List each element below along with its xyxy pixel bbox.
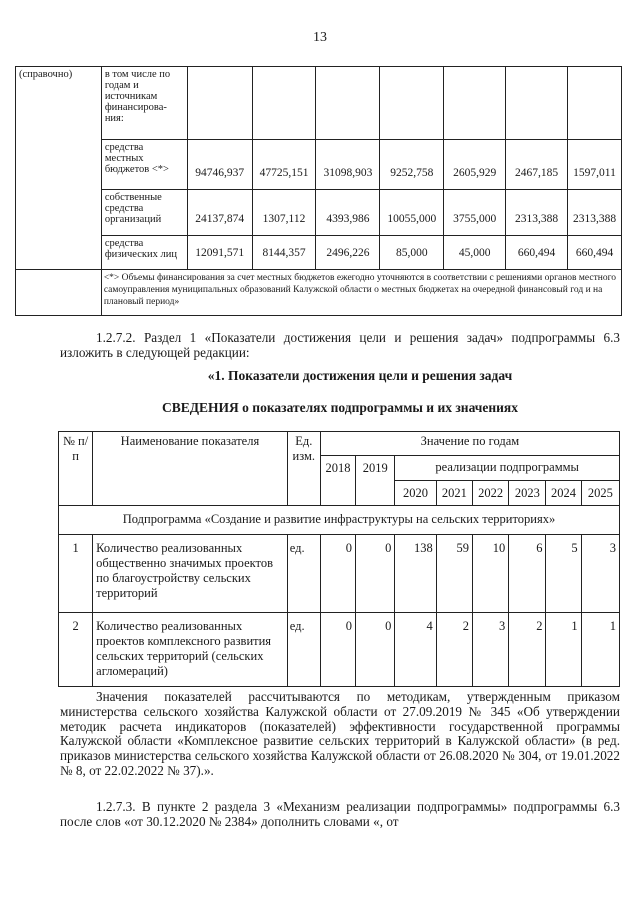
finance-cell: 45,000 — [444, 236, 506, 270]
finance-cell: 4393,986 — [316, 190, 380, 236]
finance-cell — [380, 67, 444, 140]
finance-row-label: собственные средства организаций — [101, 190, 187, 236]
finance-cell: 3755,000 — [444, 190, 506, 236]
row-num: 2 — [59, 613, 93, 687]
finance-cell: 31098,903 — [316, 140, 380, 190]
finance-row — [16, 67, 622, 140]
finance-cell — [252, 67, 316, 140]
finance-row-label: средства местных бюджетов <*> — [101, 140, 187, 190]
header-row — [59, 432, 620, 456]
row-value: 10 — [472, 535, 508, 613]
year-2025-header: 2025 — [581, 481, 619, 506]
row-unit: ед. — [287, 535, 320, 613]
col-unit-header: Ед. изм. — [287, 432, 320, 506]
table-row — [59, 613, 620, 687]
row-value: 3 — [581, 535, 619, 613]
subprogram-row — [59, 506, 620, 535]
row-value: 138 — [395, 535, 436, 613]
finance-footnote: <*> Объемы финансирования за счет местных бюджетов ежегодно уточняются в соответствии с решениями органов местного самоуправления муниципальных образований Калужской области о местных бюджетах на очередной финансовый год и на плановый период» — [101, 270, 621, 316]
finance-row-label: в том числе по годам и источникам финансирова-ния: — [101, 67, 187, 140]
row-value: 3 — [472, 613, 508, 687]
row-value: 2 — [509, 613, 546, 687]
finance-cell: 2605,929 — [444, 140, 506, 190]
finance-cell — [316, 67, 380, 140]
finance-empty-cell — [16, 270, 102, 316]
finance-cell: 12091,571 — [187, 236, 252, 270]
row-value: 0 — [320, 613, 355, 687]
paragraph-1: 1.2.7.2. Раздел 1 «Показатели достижения цели и решения задач» подпрограммы 6.3 изложить в следующей редакции: — [60, 330, 620, 360]
finance-cell: 47725,151 — [252, 140, 316, 190]
year-2019-header: 2019 — [356, 456, 395, 506]
table-caption: СВЕДЕНИЯ о показателях подпрограммы и их значениях — [162, 400, 518, 415]
values-by-year-header: Значение по годам — [320, 432, 619, 456]
row-num: 1 — [59, 535, 93, 613]
finance-cell — [187, 67, 252, 140]
finance-cell — [568, 67, 622, 140]
finance-row — [16, 236, 622, 270]
finance-cell: 2313,388 — [568, 190, 622, 236]
indicators-table — [58, 431, 620, 687]
section-title: «1. Показатели достижения цели и решения задач — [207, 368, 513, 383]
row-value: 59 — [436, 535, 472, 613]
row-value: 0 — [356, 535, 395, 613]
row-value: 5 — [546, 535, 581, 613]
finance-row — [16, 190, 622, 236]
year-2023-header: 2023 — [509, 481, 546, 506]
finance-cell: 1597,011 — [568, 140, 622, 190]
table-row — [59, 535, 620, 613]
finance-cell: 85,000 — [380, 236, 444, 270]
paragraph-3: 1.2.7.3. В пункте 2 раздела 3 «Механизм реализации подпрограммы» подпрограммы 6.3 после слов «от 30.12.2020 № 2384» дополнить словами «, от — [60, 799, 620, 829]
finance-footnote-row — [16, 270, 622, 316]
finance-cell: 660,494 — [568, 236, 622, 270]
finance-table — [15, 66, 622, 316]
row-unit: ед. — [287, 613, 320, 687]
finance-cell: 10055,000 — [380, 190, 444, 236]
finance-cell: 8144,357 — [252, 236, 316, 270]
row-value: 2 — [436, 613, 472, 687]
row-value: 1 — [546, 613, 581, 687]
row-value: 6 — [509, 535, 546, 613]
finance-cell: 660,494 — [506, 236, 568, 270]
row-name: Количество реализованных проектов комплексного развития сельских территорий (сельских агломераций) — [93, 613, 288, 687]
finance-col-a: (справочно) — [16, 67, 102, 270]
row-value: 0 — [356, 613, 395, 687]
subprogram-title: Подпрограмма «Создание и развитие инфраструктуры на сельских территориях» — [59, 506, 620, 535]
realization-header: реализации подпрограммы — [395, 456, 620, 481]
finance-cell: 2467,185 — [506, 140, 568, 190]
year-2022-header: 2022 — [472, 481, 508, 506]
paragraph-2: Значения показателей рассчитываются по методикам, утвержденным приказом министерства сельского хозяйства Калужской области от 27.09.2019 № 345 «Об утверждении методик расчета индикаторов (показателей) эффективности государственной программы Калужской области «Комплексное развитие сельских территорий в Калужской области» (в ред. приказов министерства сельского хозяйства Калужской области от 26.08.2020 № 304, от 19.01.2022 № 8, от 22.02.2022 № 37).». — [60, 689, 620, 778]
year-2020-header: 2020 — [395, 481, 436, 506]
row-name: Количество реализованных общественно значимых проектов по благоустройству сельских территорий — [93, 535, 288, 613]
finance-row — [16, 140, 622, 190]
col-num-header: № п/п — [59, 432, 93, 506]
finance-cell: 2313,388 — [506, 190, 568, 236]
finance-row-label: средства физических лиц — [101, 236, 187, 270]
finance-cell — [444, 67, 506, 140]
finance-cell: 2496,226 — [316, 236, 380, 270]
finance-cell — [506, 67, 568, 140]
page-number: 13 — [313, 30, 327, 45]
row-value: 0 — [320, 535, 355, 613]
finance-cell: 94746,937 — [187, 140, 252, 190]
row-value: 1 — [581, 613, 619, 687]
row-value: 4 — [395, 613, 436, 687]
finance-cell: 9252,758 — [380, 140, 444, 190]
finance-cell: 24137,874 — [187, 190, 252, 236]
year-2021-header: 2021 — [436, 481, 472, 506]
finance-cell: 1307,112 — [252, 190, 316, 236]
year-2024-header: 2024 — [546, 481, 581, 506]
col-name-header: Наименование показателя — [93, 432, 288, 506]
year-2018-header: 2018 — [320, 456, 355, 506]
